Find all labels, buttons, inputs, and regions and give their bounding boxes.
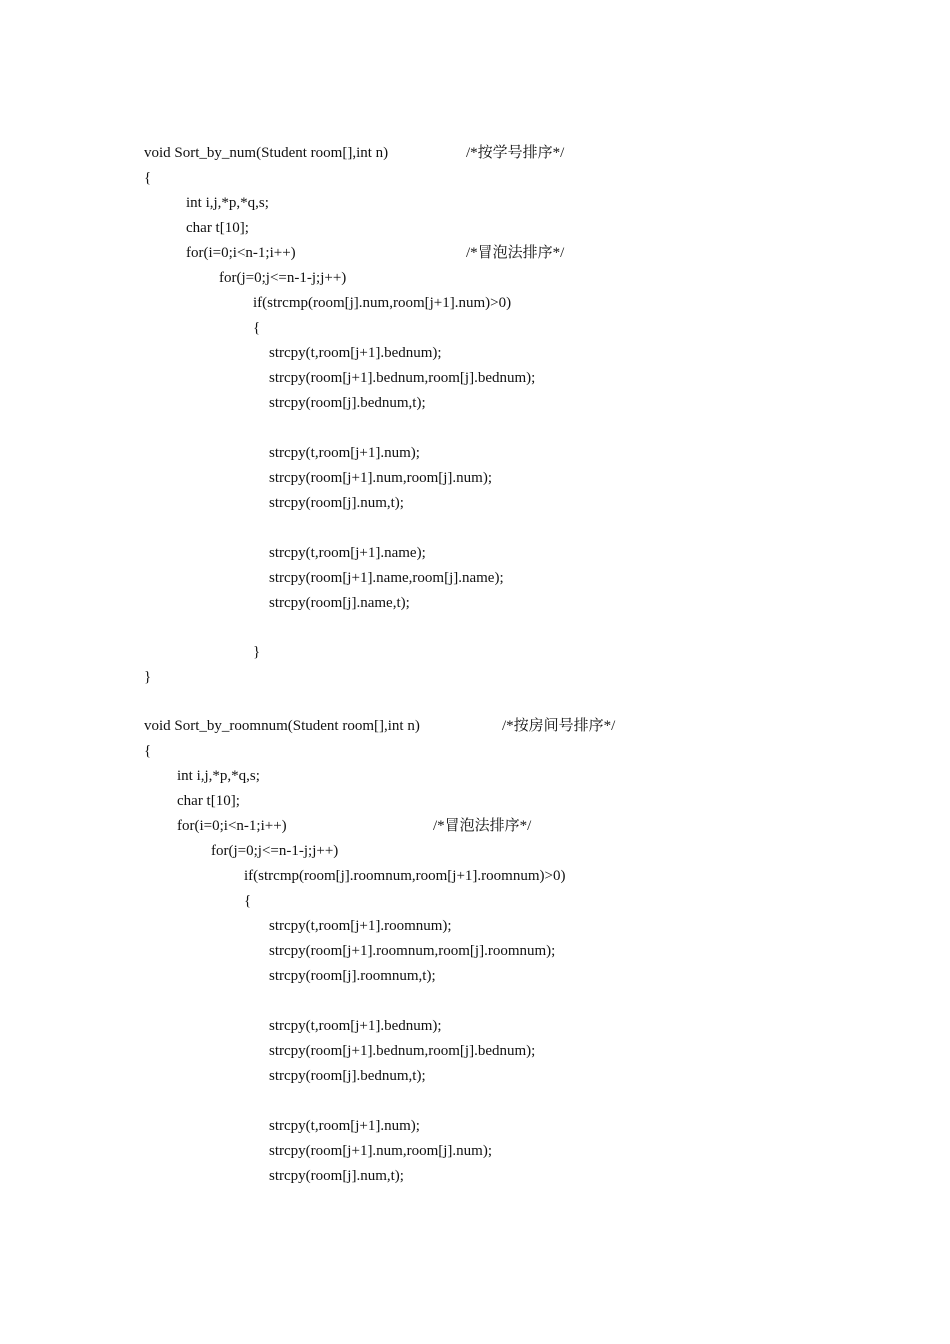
code-line-func1-stmt: strcpy(room[j].num,t); (269, 495, 404, 511)
code-line-func1-for-i: for(i=0;i<n-1;i++) (186, 245, 296, 261)
code-comment-sort-by-num: /*按学号排序*/ (466, 145, 565, 161)
code-comment-bubble-sort-2: /*冒泡法排序*/ (433, 818, 532, 834)
code-line-func2-stmt: strcpy(room[j].num,t); (269, 1168, 404, 1184)
code-line-func2-stmt: strcpy(room[j+1].bednum,room[j].bednum); (269, 1043, 536, 1059)
code-line-func1-stmt: strcpy(t,room[j+1].name); (269, 545, 426, 561)
code-line-func2-signature: void Sort_by_roomnum(Student room[],int n) (144, 718, 420, 734)
code-line-func1-if-close: } (253, 644, 261, 660)
code-line-func2-if: if(strcmp(room[j].roomnum,room[j+1].roomnum)>0) (244, 868, 566, 884)
code-line-func2-stmt: strcpy(room[j].roomnum,t); (269, 968, 436, 984)
code-line-func1-open-brace: { (144, 170, 152, 186)
code-line-func2-decl-int: int i,j,*p,*q,s; (177, 768, 260, 784)
code-line-func1-stmt: strcpy(room[j+1].name,room[j].name); (269, 570, 504, 586)
code-line-func2-stmt: strcpy(t,room[j+1].bednum); (269, 1018, 442, 1034)
code-line-func1-signature: void Sort_by_num(Student room[],int n) (144, 145, 389, 161)
code-line-func1-close-brace: } (144, 669, 152, 685)
code-line-func1-if-open: { (253, 320, 261, 336)
code-line-func1-if: if(strcmp(room[j].num,room[j+1].num)>0) (253, 295, 512, 311)
code-comment-bubble-sort-1: /*冒泡法排序*/ (466, 245, 565, 261)
code-line-func1-decl-int: int i,j,*p,*q,s; (186, 195, 269, 211)
code-comment-sort-by-roomnum: /*按房间号排序*/ (502, 718, 616, 734)
code-line-func2-open-brace: { (144, 743, 152, 759)
code-line-func2-for-j: for(j=0;j<=n-1-j;j++) (211, 843, 339, 859)
code-line-func1-stmt: strcpy(t,room[j+1].num); (269, 445, 420, 461)
code-line-func2-stmt: strcpy(t,room[j+1].num); (269, 1118, 420, 1134)
code-line-func2-if-open: { (244, 893, 252, 909)
code-line-func1-decl-char: char t[10]; (186, 220, 249, 236)
code-line-func2-stmt: strcpy(room[j+1].roomnum,room[j].roomnum); (269, 943, 556, 959)
code-line-func2-stmt: strcpy(room[j+1].num,room[j].num); (269, 1143, 493, 1159)
code-line-func1-stmt: strcpy(room[j+1].num,room[j].num); (269, 470, 493, 486)
code-line-func1-stmt: strcpy(room[j+1].bednum,room[j].bednum); (269, 370, 536, 386)
code-line-func2-for-i: for(i=0;i<n-1;i++) (177, 818, 287, 834)
code-line-func1-stmt: strcpy(room[j].bednum,t); (269, 395, 426, 411)
code-line-func2-stmt: strcpy(room[j].bednum,t); (269, 1068, 426, 1084)
code-line-func2-decl-char: char t[10]; (177, 793, 240, 809)
code-line-func1-for-j: for(j=0;j<=n-1-j;j++) (219, 270, 347, 286)
code-line-func1-stmt: strcpy(room[j].name,t); (269, 595, 410, 611)
code-line-func1-stmt: strcpy(t,room[j+1].bednum); (269, 345, 442, 361)
code-line-func2-stmt: strcpy(t,room[j+1].roomnum); (269, 918, 452, 934)
